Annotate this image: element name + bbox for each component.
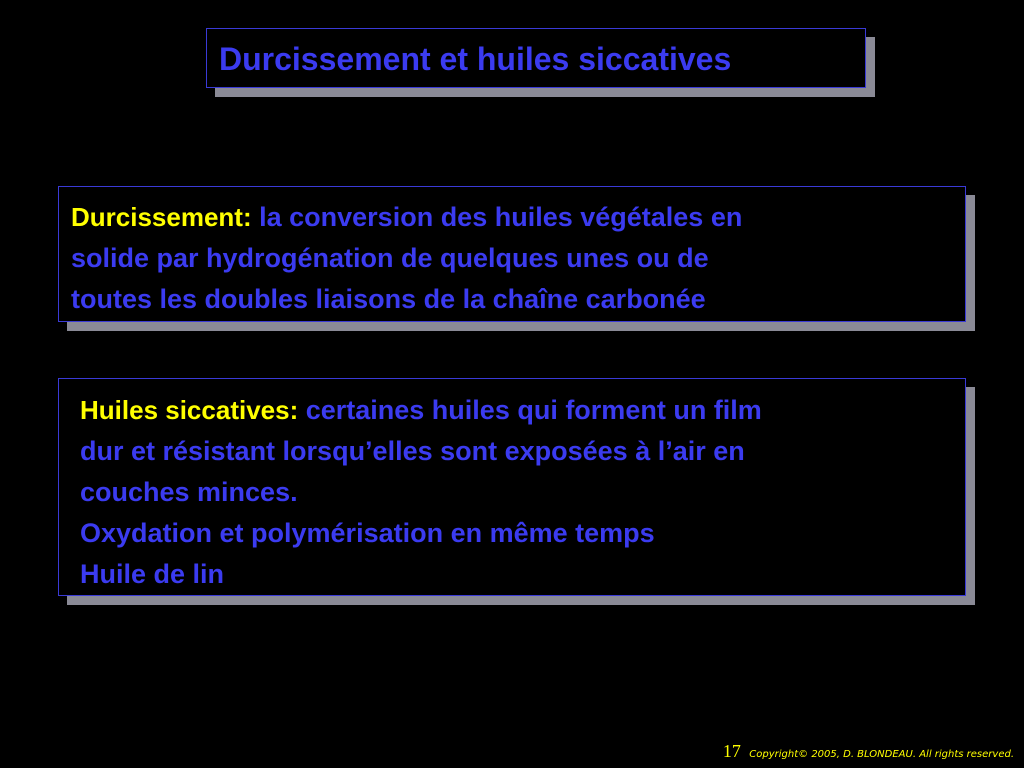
definition-line: dur et résistant lorsqu’elles sont exposées à l’air en bbox=[80, 436, 745, 466]
slide-title: Durcissement et huiles siccatives bbox=[219, 41, 732, 77]
slide-title-box bbox=[206, 28, 866, 88]
definition-box-huiles-siccatives bbox=[58, 378, 966, 596]
definition-text-huiles-siccatives bbox=[80, 390, 957, 595]
definition-box-durcissement bbox=[58, 186, 966, 322]
definition-line: couches minces. bbox=[80, 477, 298, 507]
definition-line-text: la conversion des huiles végétales en bbox=[251, 202, 743, 232]
definition-line-text: certaines huiles qui forment un film bbox=[298, 395, 762, 425]
definition-line: solide par hydrogénation de quelques unes ou de bbox=[71, 243, 709, 273]
definition-line: Oxydation et polymérisation en même temps bbox=[80, 518, 655, 548]
definition-line: toutes les doubles liaisons de la chaîne carbonée bbox=[71, 284, 706, 314]
definition-term-durcissement: Durcissement: bbox=[71, 202, 252, 232]
definition-line: Huile de lin bbox=[80, 559, 225, 589]
copyright-notice: Copyright© 2005, D. BLONDEAU. All rights reserved. bbox=[749, 749, 1014, 760]
definition-text-durcissement bbox=[71, 197, 957, 320]
definition-term-huiles-siccatives: Huiles siccatives: bbox=[80, 395, 299, 425]
page-number: 17 bbox=[722, 741, 741, 761]
definition-line bbox=[71, 197, 957, 238]
slide-footer bbox=[723, 741, 1014, 762]
definition-line bbox=[80, 390, 957, 431]
